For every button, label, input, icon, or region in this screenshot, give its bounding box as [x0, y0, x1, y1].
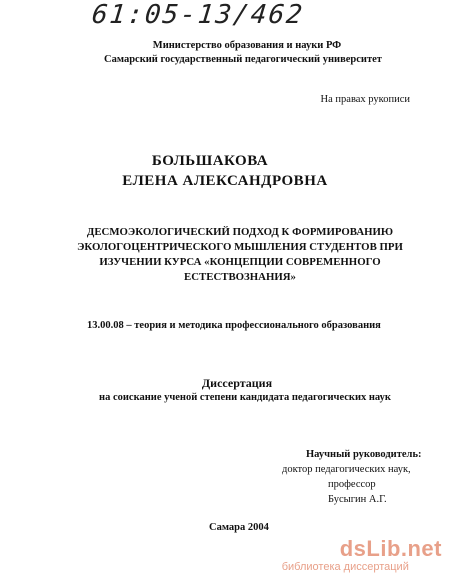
institution-header: [104, 39, 382, 67]
watermark-subtitle: библиотека диссертаций: [281, 561, 409, 573]
handwritten-catalog-code: 61:05-13/462: [90, 0, 306, 30]
university-name: Самарский государственный педагогический университет: [104, 54, 382, 65]
title-line: ЕСТЕСТВОЗНАНИЯ»: [184, 271, 296, 283]
supervisor-block: [280, 447, 430, 507]
supervisor-name: Бусыгин А.Г.: [328, 494, 387, 505]
watermark: [282, 537, 442, 573]
dissertation-label-block: [0, 375, 450, 405]
dissertation-purpose: на соискание ученой степени кандидата педагогических наук: [99, 392, 391, 403]
supervisor-role: Научный руководитель:: [306, 449, 422, 460]
title-line: ИЗУЧЕНИИ КУРСА «КОНЦЕПЦИИ СОВРЕМЕННОГО: [99, 256, 381, 268]
supervisor-rank: профессор: [328, 479, 376, 490]
watermark-logo: dsLib.net: [339, 536, 442, 561]
specialty-code: 13.00.08 – теория и методика профессионального образования: [87, 320, 381, 331]
title-line: ДЕСМОЭКОЛОГИЧЕСКИЙ ПОДХОД К ФОРМИРОВАНИЮ: [86, 226, 394, 238]
supervisor-degree: доктор педагогических наук,: [282, 464, 411, 475]
author-block: [0, 151, 450, 191]
author-surname: БОЛЬШАКОВА: [151, 153, 269, 169]
city-year: Самара 2004: [209, 522, 269, 533]
dissertation-title: [40, 225, 440, 285]
ministry-name: Министерство образования и науки РФ: [152, 40, 342, 51]
rights-note: На правах рукописи: [320, 94, 410, 105]
author-given-names: ЕЛЕНА АЛЕКСАНДРОВНА: [122, 173, 328, 189]
dissertation-label: Диссертация: [201, 376, 273, 390]
title-line: ЭКОЛОГОЦЕНТРИЧЕСКОГО МЫШЛЕНИЯ СТУДЕНТОВ ПРИ: [77, 241, 403, 253]
